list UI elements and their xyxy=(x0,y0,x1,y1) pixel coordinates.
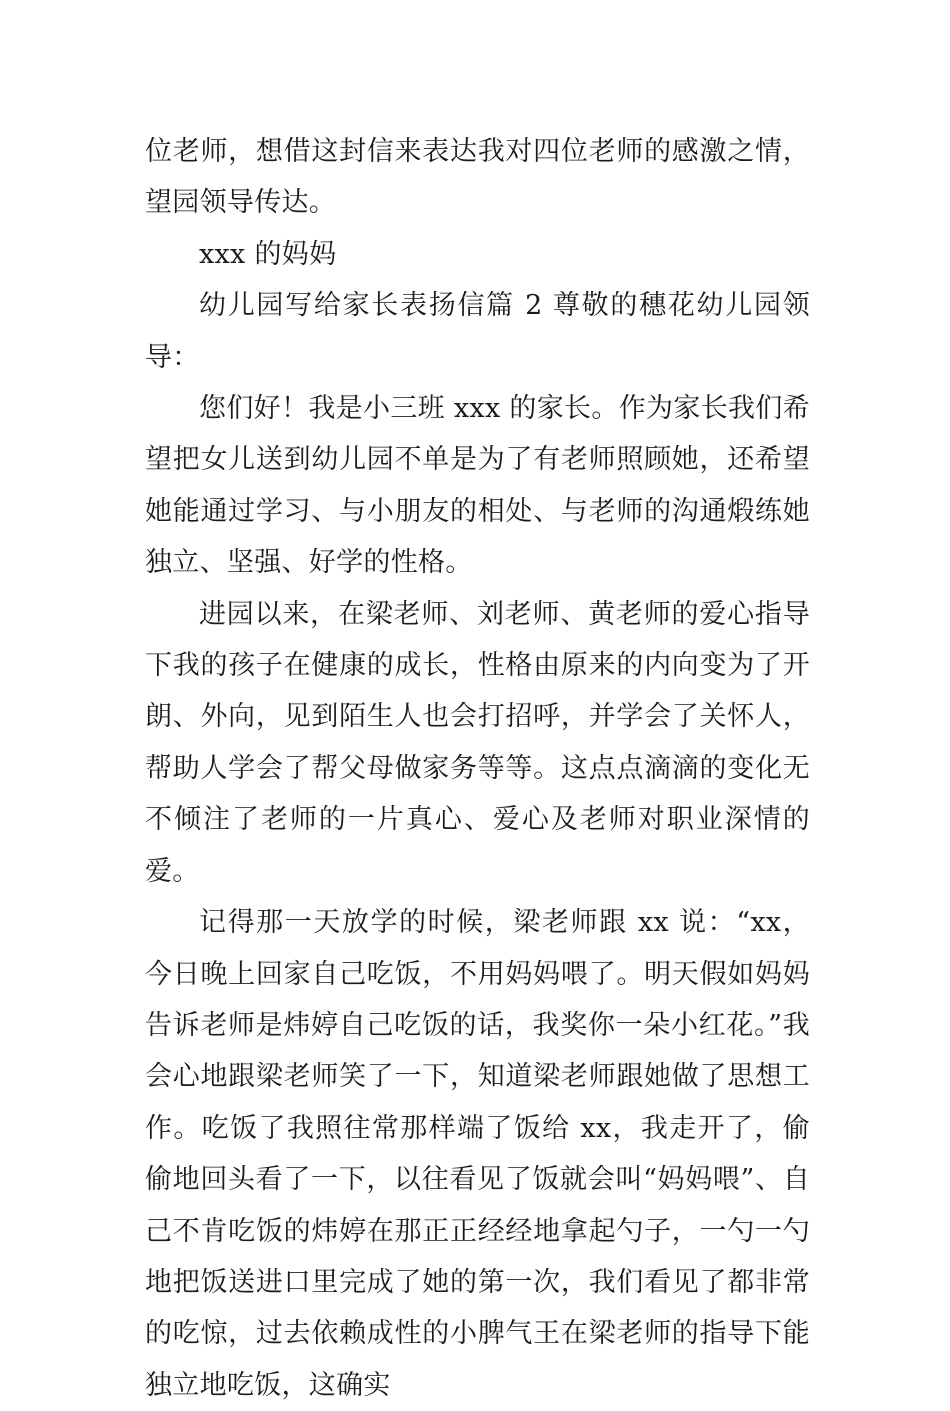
letter-body xyxy=(145,126,810,1411)
paragraph-greeting: 您们好！我是小三班 xxx 的家长。作为家长我们希望把女儿送到幼儿园不单是为了有老师照顾她，还希望她能通过学习、与小朋友的相处、与老师的沟通煅练她独立、坚强、好学的性格。 xyxy=(145,393,810,579)
signature-line: xxx 的妈妈 xyxy=(199,238,337,270)
paragraph-story: 记得那一天放学的时候，梁老师跟 xx 说：“xx，今日晚上回家自己吃饭，不用妈妈喂了。明天假如妈妈告诉老师是炜婷自己吃饭的话，我奖你一朵小红花。”我会心地跟梁老师笑了一下，知道梁老师跟她做了思想工作。吃饭了我照往常那样端了饭给 xx，我走开了，偷偷地回头看了一下，以往看见了饭就会叫“妈妈喂”、自己不肯吃饭的炜婷在那正正经经地拿起勺子，一勺一勺地把饭送进口里完成了她的第一次，我们看见了都非常的吃惊，过去依赖成性的小脾气王在梁老师的指导下能独立地吃饭，这确实 xyxy=(145,907,810,1401)
paragraph-progress: 进园以来，在梁老师、刘老师、黄老师的爱心指导下我的孩子在健康的成长，性格由原来的内向变为了开朗、外向，见到陌生人也会打招呼，并学会了关怀人，帮助人学会了帮父母做家务等等。这点点滴滴的变化无不倾注了老师的一片真心、爱心及老师对职业深情的爱。 xyxy=(145,598,810,887)
letter-heading: 幼儿园写给家长表扬信篇 2 尊敬的穗花幼儿园领导： xyxy=(145,290,810,373)
paragraph-1: 位老师，想借这封信来表达我对四位老师的感激之情，望园领导传达。 xyxy=(145,136,810,219)
